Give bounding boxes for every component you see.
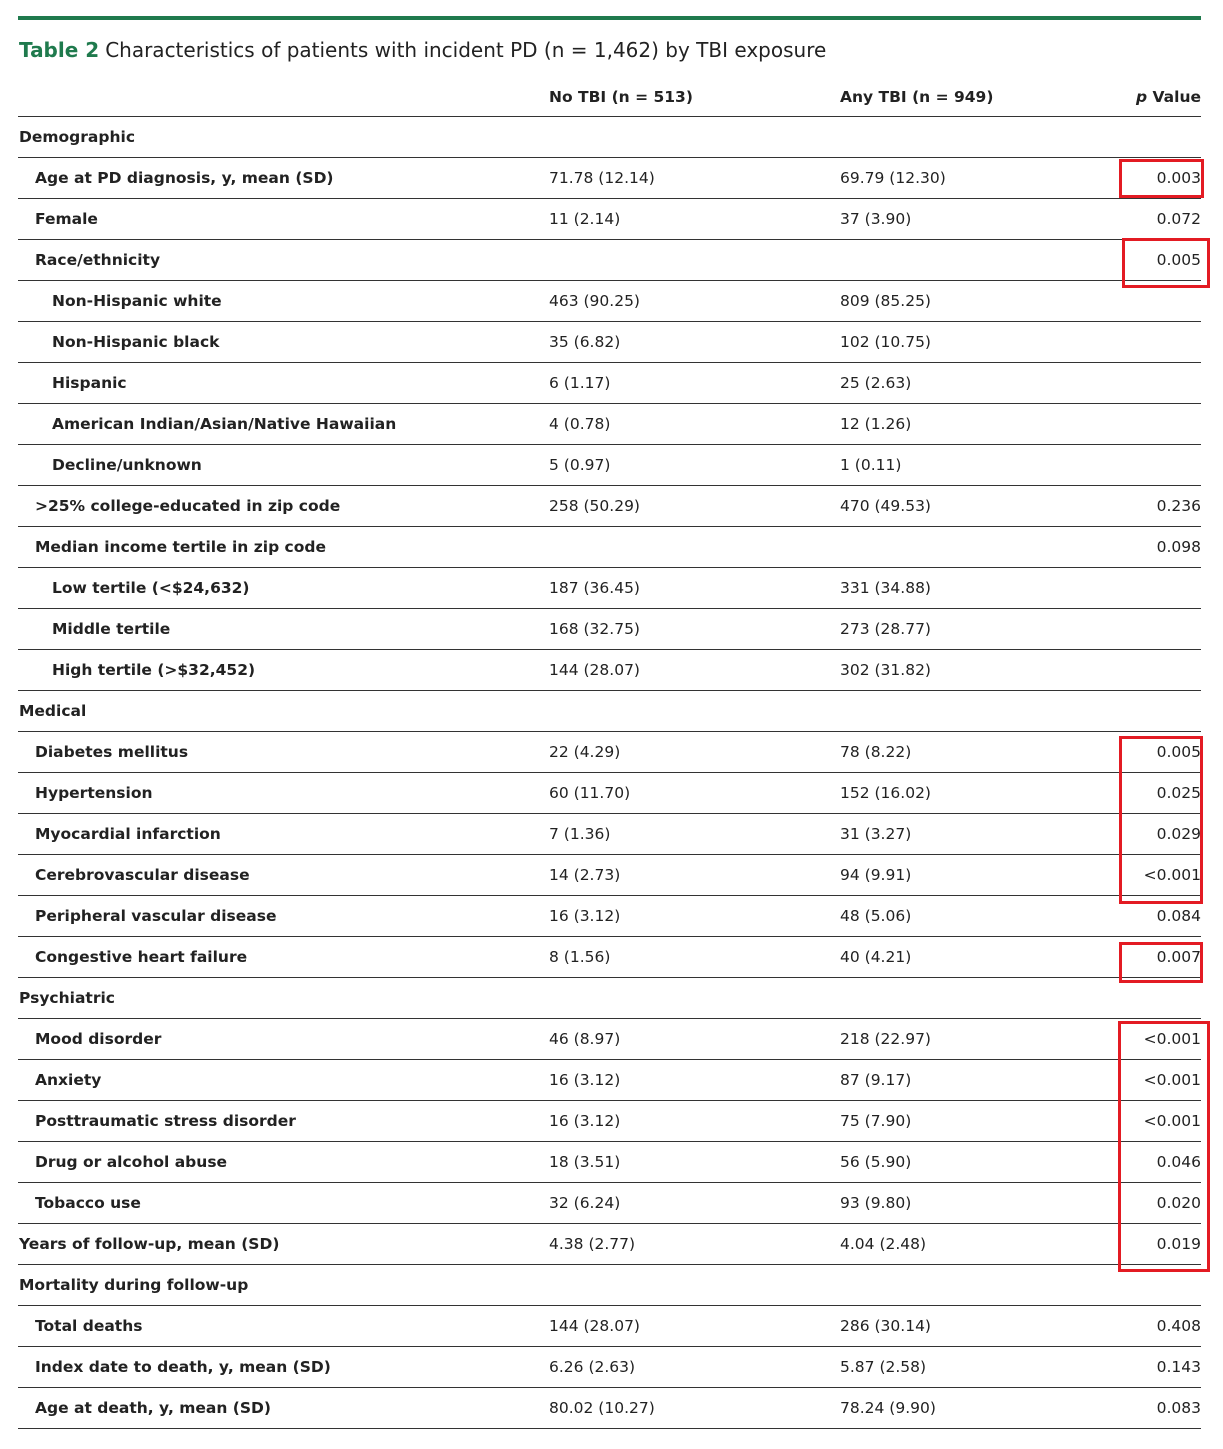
cell-p-value <box>1110 568 1201 609</box>
cell-p-value <box>1110 363 1201 404</box>
row-label: Middle tertile <box>18 609 549 650</box>
cell-p-value: 0.098 <box>1110 527 1201 568</box>
row-label: High tertile (>$32,452) <box>18 650 549 691</box>
row-label: Decline/unknown <box>18 445 549 486</box>
row-label: American Indian/Asian/Native Hawaiian <box>18 404 549 445</box>
cell-no-tbi: 144 (28.07) <box>549 650 840 691</box>
title-accent-bar <box>18 16 1201 20</box>
row-label: Non-Hispanic black <box>18 322 549 363</box>
cell-any-tbi <box>840 117 1110 158</box>
highlight-box-age <box>1119 159 1204 198</box>
table-row <box>18 1019 1201 1060</box>
cell-no-tbi: 71.78 (12.14) <box>549 158 840 199</box>
cell-any-tbi: 809 (85.25) <box>840 281 1110 322</box>
table-row <box>18 1142 1201 1183</box>
cell-any-tbi: 87 (9.17) <box>840 1060 1110 1101</box>
table-row <box>18 1060 1201 1101</box>
row-label: Years of follow-up, mean (SD) <box>18 1224 549 1265</box>
cell-no-tbi: 8 (1.56) <box>549 937 840 978</box>
cell-p-value: 0.072 <box>1110 199 1201 240</box>
highlight-box-chf <box>1119 942 1203 983</box>
cell-no-tbi: 80.02 (10.27) <box>549 1388 840 1429</box>
header-p-value <box>1110 77 1201 117</box>
header-label-col <box>18 77 549 117</box>
header-p-italic: p <box>1136 87 1148 106</box>
row-label: Median income tertile in zip code <box>18 527 549 568</box>
cell-any-tbi: 37 (3.90) <box>840 199 1110 240</box>
row-label: Drug or alcohol abuse <box>18 1142 549 1183</box>
cell-any-tbi: 152 (16.02) <box>840 773 1110 814</box>
cell-no-tbi: 4 (0.78) <box>549 404 840 445</box>
cell-p-value <box>1110 978 1201 1019</box>
table-row <box>18 158 1201 199</box>
cell-any-tbi: 12 (1.26) <box>840 404 1110 445</box>
highlight-box-race <box>1122 238 1210 288</box>
table-row <box>18 445 1201 486</box>
cell-any-tbi <box>840 240 1110 281</box>
highlight-box-medical <box>1119 736 1203 904</box>
table-row <box>18 363 1201 404</box>
table-row <box>18 1265 1201 1306</box>
cell-p-value: <0.001 <box>1110 1060 1201 1101</box>
cell-p-value: 0.143 <box>1110 1347 1201 1388</box>
cell-any-tbi: 302 (31.82) <box>840 650 1110 691</box>
table-row <box>18 527 1201 568</box>
cell-any-tbi <box>840 978 1110 1019</box>
row-label: Age at PD diagnosis, y, mean (SD) <box>18 158 549 199</box>
cell-no-tbi: 5 (0.97) <box>549 445 840 486</box>
cell-p-value <box>1110 691 1201 732</box>
highlight-box-psychiatric <box>1118 1021 1210 1272</box>
cell-p-value <box>1110 322 1201 363</box>
header-any-tbi: Any TBI (n = 949) <box>840 77 1110 117</box>
cell-no-tbi <box>549 527 840 568</box>
cell-no-tbi: 187 (36.45) <box>549 568 840 609</box>
row-label: Female <box>18 199 549 240</box>
row-label: Anxiety <box>18 1060 549 1101</box>
table-row <box>18 1388 1201 1429</box>
cell-p-value <box>1110 650 1201 691</box>
cell-any-tbi: 56 (5.90) <box>840 1142 1110 1183</box>
cell-p-value <box>1110 404 1201 445</box>
row-label: Total deaths <box>18 1306 549 1347</box>
cell-any-tbi: 78 (8.22) <box>840 732 1110 773</box>
table-row <box>18 117 1201 158</box>
table-header-row <box>18 77 1201 117</box>
table-row <box>18 773 1201 814</box>
table-title <box>19 38 826 62</box>
row-label: Mortality during follow-up <box>18 1265 549 1306</box>
table-row <box>18 1224 1201 1265</box>
cell-any-tbi: 1 (0.11) <box>840 445 1110 486</box>
cell-p-value: <0.001 <box>1110 855 1201 896</box>
row-label: Peripheral vascular disease <box>18 896 549 937</box>
table-caption: Characteristics of patients with incident PD (n = 1,462) by TBI exposure <box>105 38 827 62</box>
row-label: Hypertension <box>18 773 549 814</box>
header-no-tbi: No TBI (n = 513) <box>549 77 840 117</box>
row-label: Low tertile (<$24,632) <box>18 568 549 609</box>
row-label: Diabetes mellitus <box>18 732 549 773</box>
row-label: Non-Hispanic white <box>18 281 549 322</box>
cell-any-tbi: 218 (22.97) <box>840 1019 1110 1060</box>
cell-no-tbi: 6 (1.17) <box>549 363 840 404</box>
cell-any-tbi: 25 (2.63) <box>840 363 1110 404</box>
cell-any-tbi: 31 (3.27) <box>840 814 1110 855</box>
cell-any-tbi: 4.04 (2.48) <box>840 1224 1110 1265</box>
table-row <box>18 568 1201 609</box>
table-row <box>18 486 1201 527</box>
table-row <box>18 650 1201 691</box>
row-label: Demographic <box>18 117 549 158</box>
row-label: >25% college-educated in zip code <box>18 486 549 527</box>
table-row <box>18 199 1201 240</box>
cell-no-tbi: 18 (3.51) <box>549 1142 840 1183</box>
cell-no-tbi: 6.26 (2.63) <box>549 1347 840 1388</box>
cell-p-value <box>1110 609 1201 650</box>
row-label: Age at death, y, mean (SD) <box>18 1388 549 1429</box>
table-row <box>18 240 1201 281</box>
table-row <box>18 978 1201 1019</box>
cell-any-tbi: 102 (10.75) <box>840 322 1110 363</box>
cell-any-tbi: 273 (28.77) <box>840 609 1110 650</box>
table-row <box>18 1101 1201 1142</box>
row-label: Posttraumatic stress disorder <box>18 1101 549 1142</box>
table-row <box>18 404 1201 445</box>
row-label: Myocardial infarction <box>18 814 549 855</box>
table-row <box>18 896 1201 937</box>
table-row <box>18 1183 1201 1224</box>
row-label: Congestive heart failure <box>18 937 549 978</box>
characteristics-table <box>18 77 1201 1429</box>
cell-any-tbi: 5.87 (2.58) <box>840 1347 1110 1388</box>
table-row <box>18 322 1201 363</box>
cell-p-value: 0.408 <box>1110 1306 1201 1347</box>
cell-p-value: 0.007 <box>1110 937 1201 978</box>
cell-p-value: 0.005 <box>1110 240 1201 281</box>
table-row <box>18 732 1201 773</box>
cell-no-tbi: 144 (28.07) <box>549 1306 840 1347</box>
cell-p-value <box>1110 117 1201 158</box>
cell-any-tbi <box>840 691 1110 732</box>
cell-no-tbi <box>549 117 840 158</box>
cell-p-value: 0.005 <box>1110 732 1201 773</box>
cell-no-tbi <box>549 1265 840 1306</box>
cell-no-tbi: 7 (1.36) <box>549 814 840 855</box>
cell-any-tbi: 470 (49.53) <box>840 486 1110 527</box>
cell-no-tbi <box>549 691 840 732</box>
row-label: Index date to death, y, mean (SD) <box>18 1347 549 1388</box>
table-row <box>18 1306 1201 1347</box>
cell-any-tbi: 78.24 (9.90) <box>840 1388 1110 1429</box>
row-label: Tobacco use <box>18 1183 549 1224</box>
cell-any-tbi: 286 (30.14) <box>840 1306 1110 1347</box>
cell-no-tbi: 22 (4.29) <box>549 732 840 773</box>
table-row <box>18 609 1201 650</box>
cell-no-tbi: 14 (2.73) <box>549 855 840 896</box>
cell-any-tbi: 94 (9.91) <box>840 855 1110 896</box>
row-label: Hispanic <box>18 363 549 404</box>
cell-p-value: 0.046 <box>1110 1142 1201 1183</box>
cell-no-tbi: 4.38 (2.77) <box>549 1224 840 1265</box>
cell-any-tbi <box>840 1265 1110 1306</box>
cell-no-tbi: 168 (32.75) <box>549 609 840 650</box>
cell-p-value: <0.001 <box>1110 1019 1201 1060</box>
cell-p-value: 0.083 <box>1110 1388 1201 1429</box>
table-row <box>18 937 1201 978</box>
cell-no-tbi: 35 (6.82) <box>549 322 840 363</box>
cell-p-value: 0.029 <box>1110 814 1201 855</box>
cell-any-tbi: 48 (5.06) <box>840 896 1110 937</box>
cell-no-tbi: 16 (3.12) <box>549 1060 840 1101</box>
table-row <box>18 814 1201 855</box>
cell-p-value: <0.001 <box>1110 1101 1201 1142</box>
table-number: Table 2 <box>19 38 100 62</box>
cell-no-tbi: 32 (6.24) <box>549 1183 840 1224</box>
row-label: Cerebrovascular disease <box>18 855 549 896</box>
cell-p-value <box>1110 445 1201 486</box>
cell-no-tbi: 46 (8.97) <box>549 1019 840 1060</box>
cell-no-tbi: 258 (50.29) <box>549 486 840 527</box>
cell-no-tbi: 11 (2.14) <box>549 199 840 240</box>
cell-any-tbi: 69.79 (12.30) <box>840 158 1110 199</box>
header-p-rest: Value <box>1147 87 1201 106</box>
table-row <box>18 1347 1201 1388</box>
row-label: Psychiatric <box>18 978 549 1019</box>
cell-any-tbi: 40 (4.21) <box>840 937 1110 978</box>
table-row <box>18 855 1201 896</box>
cell-any-tbi: 331 (34.88) <box>840 568 1110 609</box>
cell-no-tbi: 60 (11.70) <box>549 773 840 814</box>
cell-no-tbi <box>549 978 840 1019</box>
cell-p-value: 0.003 <box>1110 158 1201 199</box>
cell-p-value: 0.019 <box>1110 1224 1201 1265</box>
table-row <box>18 691 1201 732</box>
row-label: Medical <box>18 691 549 732</box>
cell-no-tbi: 16 (3.12) <box>549 1101 840 1142</box>
cell-any-tbi <box>840 527 1110 568</box>
cell-no-tbi: 16 (3.12) <box>549 896 840 937</box>
cell-no-tbi: 463 (90.25) <box>549 281 840 322</box>
cell-any-tbi: 93 (9.80) <box>840 1183 1110 1224</box>
row-label: Race/ethnicity <box>18 240 549 281</box>
cell-no-tbi <box>549 240 840 281</box>
cell-p-value: 0.236 <box>1110 486 1201 527</box>
cell-p-value: 0.020 <box>1110 1183 1201 1224</box>
cell-p-value: 0.084 <box>1110 896 1201 937</box>
cell-p-value: 0.025 <box>1110 773 1201 814</box>
cell-any-tbi: 75 (7.90) <box>840 1101 1110 1142</box>
row-label: Mood disorder <box>18 1019 549 1060</box>
table-row <box>18 281 1201 322</box>
